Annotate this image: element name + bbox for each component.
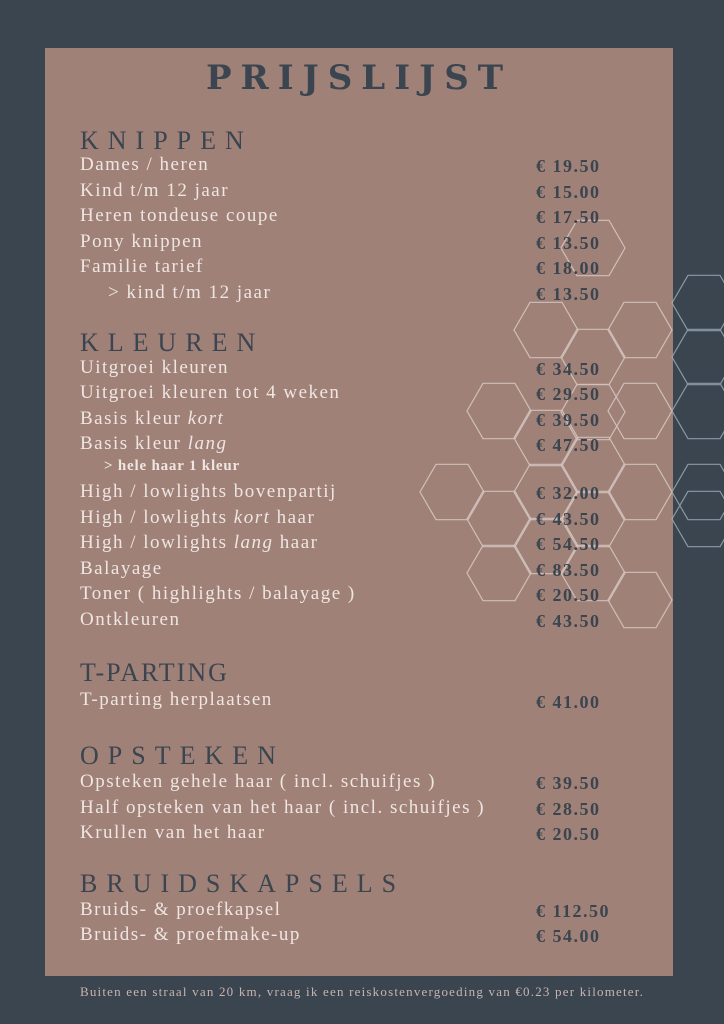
item-price: € 54.00 [536, 926, 601, 946]
list-item [80, 408, 640, 432]
section-title-opsteken: OPSTEKEN [80, 741, 285, 770]
item-label: T-parting herplaatsen [80, 689, 273, 710]
list-item [80, 382, 640, 406]
item-price: € 41.00 [536, 692, 601, 712]
list-item [80, 507, 640, 531]
item-price: € 47.50 [536, 435, 601, 455]
list-item [80, 797, 640, 821]
item-label-emphasis: lang [187, 433, 228, 454]
list-item [80, 822, 640, 846]
item-price: € 34.50 [536, 359, 601, 379]
item-price: € 43.50 [536, 611, 601, 631]
item-price: € 15.00 [536, 182, 601, 202]
item-label: Kind t/m 12 jaar [80, 180, 230, 201]
list-item [80, 532, 640, 556]
item-label-text: High / lowlights [80, 532, 234, 553]
section-title-t-parting: T-PARTING [80, 658, 229, 687]
list-item [80, 180, 640, 204]
item-price: € 39.50 [536, 410, 601, 430]
list-item [80, 481, 640, 505]
item-label: Uitgroei kleuren [80, 357, 230, 378]
item-label: Bruids- & proefkapsel [80, 899, 282, 920]
list-item [80, 154, 640, 178]
item-price: € 17.50 [536, 207, 601, 227]
item-label: Ontkleuren [80, 609, 181, 630]
list-item [80, 924, 640, 948]
list-item [80, 583, 640, 607]
item-label-emphasis: kort [233, 507, 271, 528]
item-label: Opsteken gehele haar ( incl. schuifjes ) [80, 771, 436, 792]
item-price: € 39.50 [536, 773, 601, 793]
item-label: High / lowlights bovenpartij [80, 481, 337, 502]
item-label: Familie tarief [80, 256, 204, 277]
item-label [80, 532, 319, 554]
item-label: Krullen van het haar [80, 822, 266, 843]
item-price: € 13.50 [536, 233, 601, 253]
item-price: € 43.50 [536, 509, 601, 529]
item-label: > kind t/m 12 jaar [108, 282, 272, 303]
list-item [80, 609, 640, 633]
item-label-text: Basis kleur [80, 433, 188, 454]
item-price: € 32.00 [536, 483, 601, 503]
hexagon-shape [672, 329, 724, 384]
hexagon-shape [672, 275, 724, 330]
list-item [80, 899, 640, 923]
item-label: Pony knippen [80, 231, 204, 252]
item-label: Balayage [80, 558, 163, 579]
item-label [80, 433, 228, 455]
list-item [80, 433, 640, 457]
list-item [80, 205, 640, 229]
list-item [80, 256, 640, 280]
list-item [80, 282, 640, 306]
item-label [80, 408, 224, 430]
hexagon-shape [672, 383, 724, 438]
item-label: Bruids- & proefmake-up [80, 924, 301, 945]
item-label-text: haar [270, 507, 316, 528]
list-item [80, 689, 640, 713]
item-label: Uitgroei kleuren tot 4 weken [80, 382, 341, 403]
item-label: Heren tondeuse coupe [80, 205, 279, 226]
item-price: € 83.50 [536, 560, 601, 580]
item-label: Half opsteken van het haar ( incl. schuifjes ) [80, 797, 486, 818]
list-item [80, 558, 640, 582]
item-price: € 13.50 [536, 284, 601, 304]
item-label-emphasis: kort [187, 408, 225, 429]
list-item [80, 231, 640, 255]
item-label: Dames / heren [80, 154, 210, 175]
hexagon-shape [672, 464, 724, 519]
item-price: € 20.50 [536, 824, 601, 844]
item-label [80, 507, 315, 529]
list-item [80, 458, 640, 482]
list-item [80, 771, 640, 795]
section-title-knippen: KNIPPEN [80, 126, 253, 155]
item-label-emphasis: lang [233, 532, 274, 553]
item-price: € 19.50 [536, 156, 601, 176]
hexagon-shape [672, 491, 724, 546]
section-title-kleuren: KLEUREN [80, 328, 265, 357]
footer-note: Buiten een straal van 20 km, vraag ik een reiskostenvergoeding van €0.23 per kilometer. [79, 984, 645, 999]
item-label: > hele haar 1 kleur [104, 458, 240, 474]
page-title: PRIJSLIJST [205, 58, 513, 98]
item-price: € 18.00 [536, 258, 601, 278]
item-price: € 20.50 [536, 585, 601, 605]
section-title-bruidskapsels: BRUIDSKAPSELS [80, 869, 406, 898]
item-price: € 29.50 [536, 384, 601, 404]
item-label-text: High / lowlights [80, 507, 234, 528]
item-price: € 112.50 [536, 901, 611, 921]
item-price: € 28.50 [536, 799, 601, 819]
item-label-text: haar [273, 532, 319, 553]
item-price: € 54.50 [536, 534, 601, 554]
item-label-text: Basis kleur [80, 408, 188, 429]
item-label: Toner ( highlights / balayage ) [80, 583, 356, 604]
list-item [80, 357, 640, 381]
